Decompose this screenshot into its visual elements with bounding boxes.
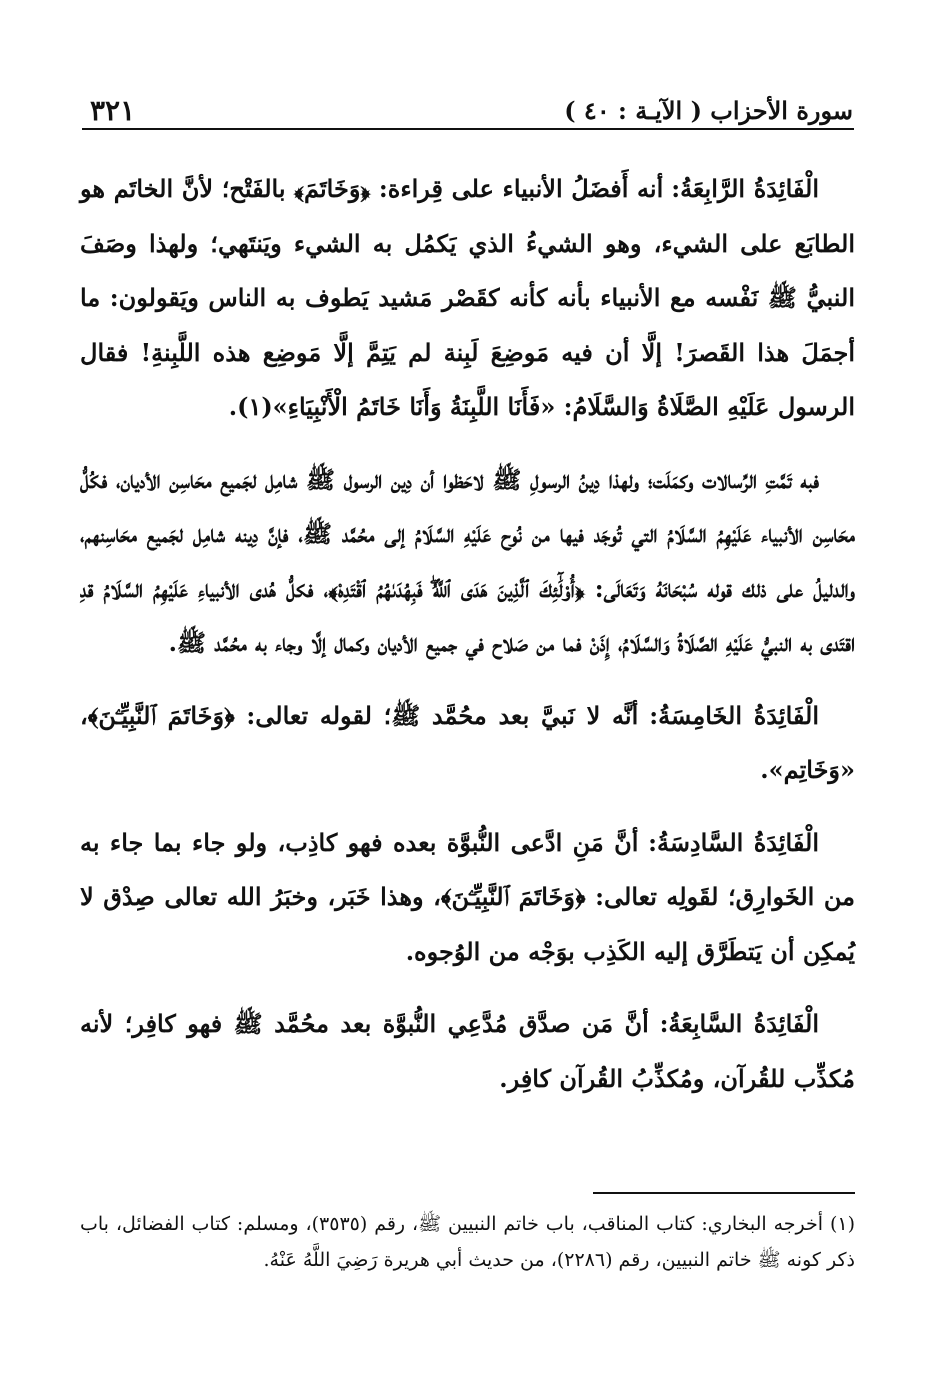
paragraph-seventh-benefit	[80, 997, 855, 1106]
paragraph-heading: الْفَائِدَةُ السَّابِعَةُ:	[659, 1009, 820, 1038]
page-number: ٣٢١	[90, 94, 136, 127]
header-divider	[82, 128, 854, 130]
paragraph-fourth-benefit	[80, 162, 855, 435]
paragraph-completion	[80, 453, 855, 671]
footnotes	[80, 1206, 855, 1278]
paragraph-text: أنَّ مَن صدَّق مُدَّعِي النُّبوَّة بعد محُمَّد ﷺ فهو كافِر؛ لأنه مُكذِّب للقُرآن، ومُكذِّبُ القُرآن كافِر.	[80, 1009, 855, 1093]
page-header	[82, 94, 853, 130]
main-text	[80, 162, 855, 1120]
running-title: سورة الأحزاب ( الآيـة : ٤٠ )	[564, 96, 853, 125]
footnote-1: (١) أخرجه البخاري: كتاب المناقب، باب خاتم النبيين ﷺ، رقم (٣٥٣٥)، ومسلم: كتاب الفضائل، باب ذكر كونه ﷺ خاتم النبيين، رقم (٢٢٨٦)، من حديث أبي هريرة رَضِيَ اللَّهُ عَنْهُ.	[80, 1213, 856, 1271]
paragraph-text: أنَّه لا نَبيَّ بعد محُمَّد ﷺ؛ لقوله تعالى: ﴿وَخَاتَمَ ٱلنَّبِيِّـۧنَ﴾، «وَخَاتِم».	[80, 700, 855, 784]
paragraph-heading: الْفَائِدَةُ الرَّابِعَةُ:	[671, 174, 819, 203]
footnote-divider	[593, 1192, 855, 1194]
paragraph-text: أنَّ مَنِ ادَّعى النُّبوَّة بعده فهو كاذِب، ولو جاء بما جاء به من الخَوارِق؛ لقَولِه تعالى: ﴿وَخَاتَمَ ٱلنَّبِيِّـۧنَ﴾، وهذا خَبَر، وخبَرُ الله تعالى صِدْق لا يُمكِن أن يَتطَرَّق إليه الكَذِب بوَجْه من الوُجوه.	[80, 827, 855, 966]
paragraph-text: أنه أَفضَلُ الأنبياء على قِراءة: ﴿وَخَاتَمَ﴾ بالفَتْح؛ لأنَّ الخاتَم هو الطابَع على الشيء، وهو الشيءُ الذي يَكمُل به الشيء ويَنتَهي؛ ولهذا وصَفَ النبيُّ ﷺ نَفْسه مع الأنبياء بأنه كأنه كقَصْر مَشيد يَطوف به الناس ويَقولون: ما أجمَلَ هذا القَصرَ! إلَّا أن فيه مَوضِعَ لَبِنة لم يَتِمَّ إلَّا مَوضِع هذه اللَّبِنةِ! فقال الرسول عَلَيْهِ الصَّلَاةُ وَالسَّلَامُ: «فَأَنَا اللَّبِنَةُ وَأَنَا خَاتَمُ الْأَنْبِيَاءِ»(١).	[80, 174, 855, 421]
paragraph-heading: الْفَائِدَةُ الخَامِسَةُ:	[649, 700, 820, 730]
paragraph-sixth-benefit	[80, 816, 855, 980]
paragraph-heading: الْفَائِدَةُ السَّادِسَةُ:	[648, 827, 819, 857]
paragraph-text: فبه تَمَّتِ الرِّسالات وكمَلَت؛ ولهذا دِينُ الرسولِ ﷺ لاحَظوا أن دِين الرسول ﷺ شامِل لجَميع محَاسِن الأديان، فكُلُّ محَاسِن الأنبياء عَلَيْهِمُ السَّلَامُ التي تُوجَد فيها من نُوح عَلَيْهِ السَّلَامُ إلى محُمَّد ﷺ، فإنَّ دِينه شامِل لجَميع محَاسِنهم، والدليلُ على ذلك قوله سُبْحَانَهُ وَتَعَالَى: ﴿أُوْلَٰٓئِكَ ٱلَّذِينَ هَدَى ٱللَّهُۖ فَبِهُدَىٰهُمُ ٱقْتَدِهْ﴾، فكلُّ هُدى الأنبياءِ عَلَيْهِمُ السَّلَامُ قدِ اقتَدى به النبيُّ عَلَيْهِ الصَّلَاةُ وَالسَّلَامُ، إِذَنْ فما من صَلاح في جميع الأديان وكمال إلَّا وجاء به محُمَّد ﷺ.	[80, 464, 855, 657]
paragraph-fifth-benefit	[80, 689, 855, 798]
